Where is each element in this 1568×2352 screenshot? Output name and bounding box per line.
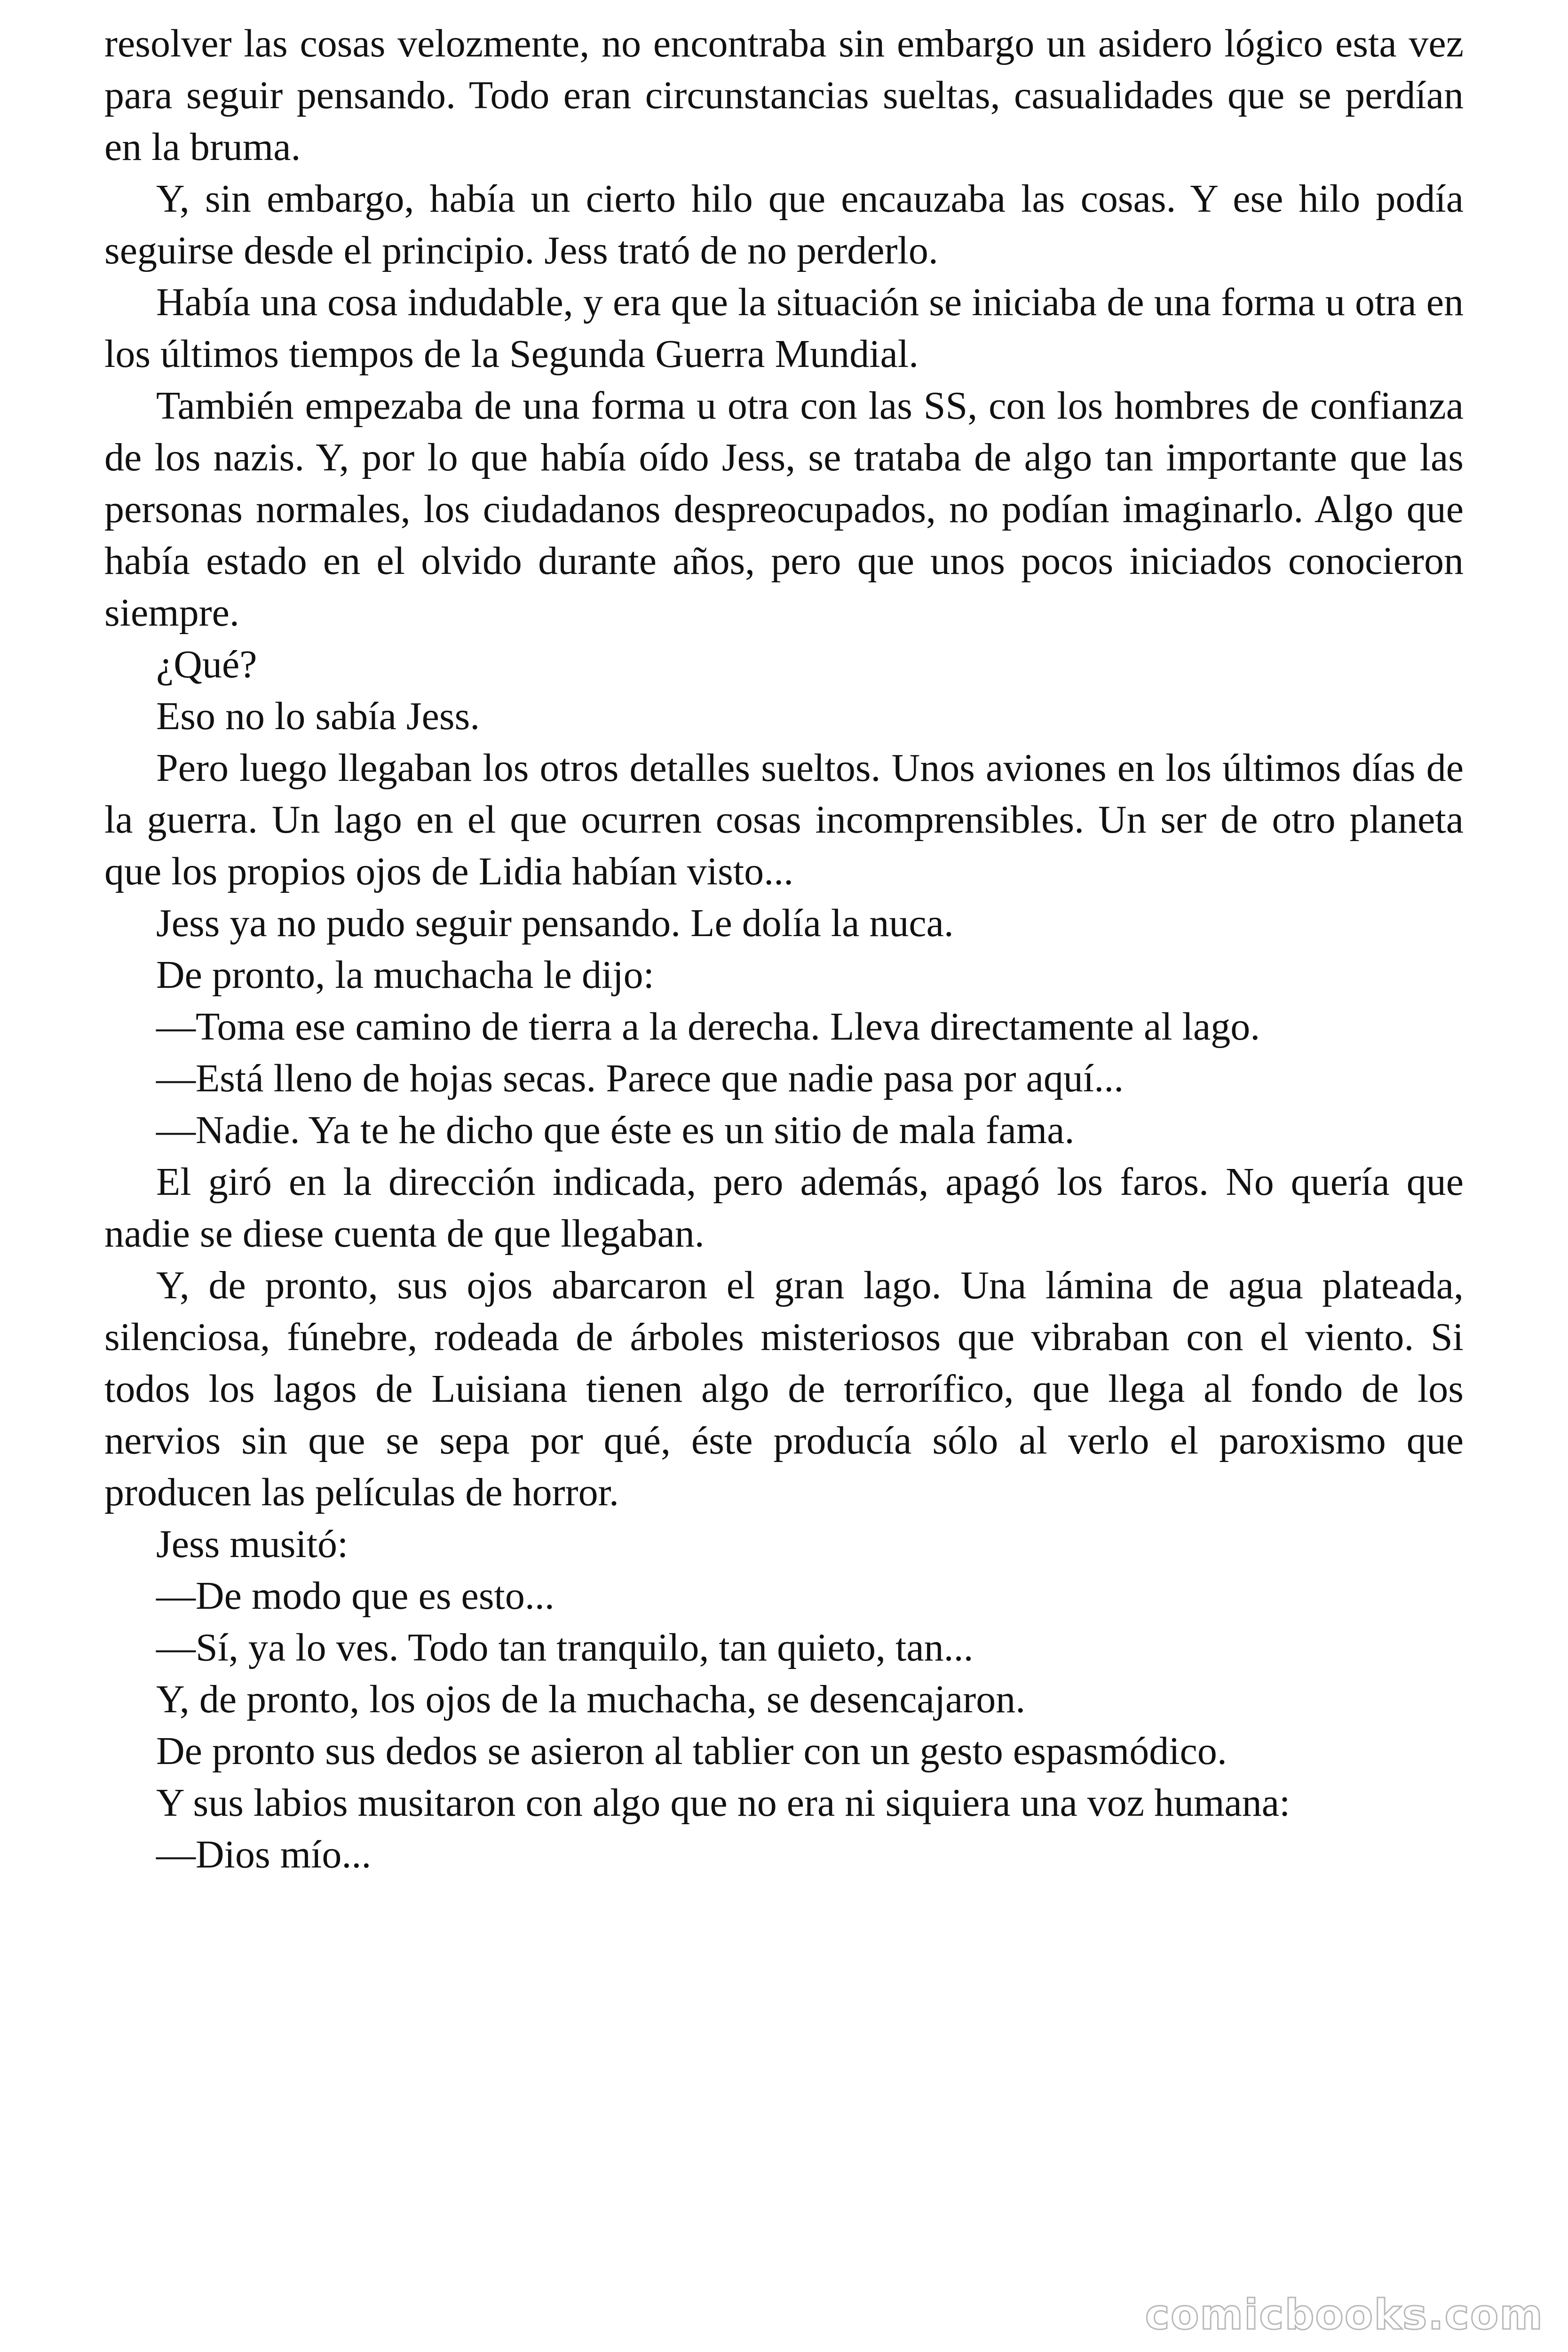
dialogue-line: —De modo que es esto... bbox=[156, 1574, 554, 1618]
paragraph: Jess musitó: bbox=[156, 1522, 348, 1566]
body-text bbox=[104, 18, 1464, 1881]
dialogue-line: —Está lleno de hojas secas. Parece que nadie pasa por aquí... bbox=[156, 1057, 1124, 1100]
paragraph: Eso no lo sabía Jess. bbox=[156, 694, 480, 738]
paragraph: resolver las cosas velozmente, no encontraba sin embargo un asidero lógico esta vez para seguir pensando. Todo eran circunstancias sueltas, casualidades que se perdían en la bruma. bbox=[104, 22, 1464, 169]
paragraph: También empezaba de una forma u otra con las SS, con los hombres de confianza de los nazis. Y, por lo que había oído Jess, se trataba de algo tan importante que las personas normales, los ciudadanos despreocupados, no podían imaginarlo. Algo que había estado en el olvido durante años, pero que unos pocos iniciados conocieron siempre. bbox=[104, 384, 1464, 635]
watermark: comicbooks.com bbox=[1145, 2290, 1544, 2339]
paragraph: Había una cosa indudable, y era que la situación se iniciaba de una forma u otra en los últimos tiempos de la Segunda Guerra Mundial. bbox=[104, 280, 1464, 376]
dialogue-line: —Sí, ya lo ves. Todo tan tranquilo, tan quieto, tan... bbox=[156, 1626, 974, 1669]
paragraph: Y, de pronto, los ojos de la muchacha, se desencajaron. bbox=[156, 1677, 1026, 1721]
paragraph: Jess ya no pudo seguir pensando. Le dolía la nuca. bbox=[156, 901, 954, 945]
paragraph: Y, de pronto, sus ojos abarcaron el gran lago. Una lámina de agua plateada, silenciosa, fúnebre, rodeada de árboles misteriosos que vibraban con el viento. Si todos los lagos de Luisiana tienen algo de terrorífico, que llega al fondo de los nervios sin que se sepa por qué, éste producía sólo al verlo el paroxismo que producen las películas de horror. bbox=[104, 1263, 1464, 1514]
dialogue-line: —Toma ese camino de tierra a la derecha. Lleva directamente al lago. bbox=[156, 1005, 1260, 1049]
paragraph: ¿Qué? bbox=[156, 643, 257, 686]
dialogue-line: —Dios mío... bbox=[156, 1833, 372, 1876]
paragraph: De pronto sus dedos se asieron al tablier con un gesto espasmódico. bbox=[156, 1729, 1227, 1773]
paragraph: De pronto, la muchacha le dijo: bbox=[156, 953, 654, 997]
paragraph: Y, sin embargo, había un cierto hilo que encauzaba las cosas. Y ese hilo podía seguirse desde el principio. Jess trató de no perderlo. bbox=[104, 177, 1464, 272]
dialogue-line: —Nadie. Ya te he dicho que éste es un sitio de mala fama. bbox=[156, 1108, 1075, 1152]
paragraph: Y sus labios musitaron con algo que no era ni siquiera una voz humana: bbox=[156, 1781, 1291, 1825]
paragraph: Pero luego llegaban los otros detalles sueltos. Unos aviones en los últimos días de la guerra. Un lago en el que ocurren cosas incomprensibles. Un ser de otro planeta que los propios ojos de Lidia habían visto... bbox=[104, 746, 1464, 893]
paragraph: El giró en la dirección indicada, pero además, apagó los faros. No quería que nadie se diese cuenta de que llegaban. bbox=[104, 1160, 1464, 1255]
